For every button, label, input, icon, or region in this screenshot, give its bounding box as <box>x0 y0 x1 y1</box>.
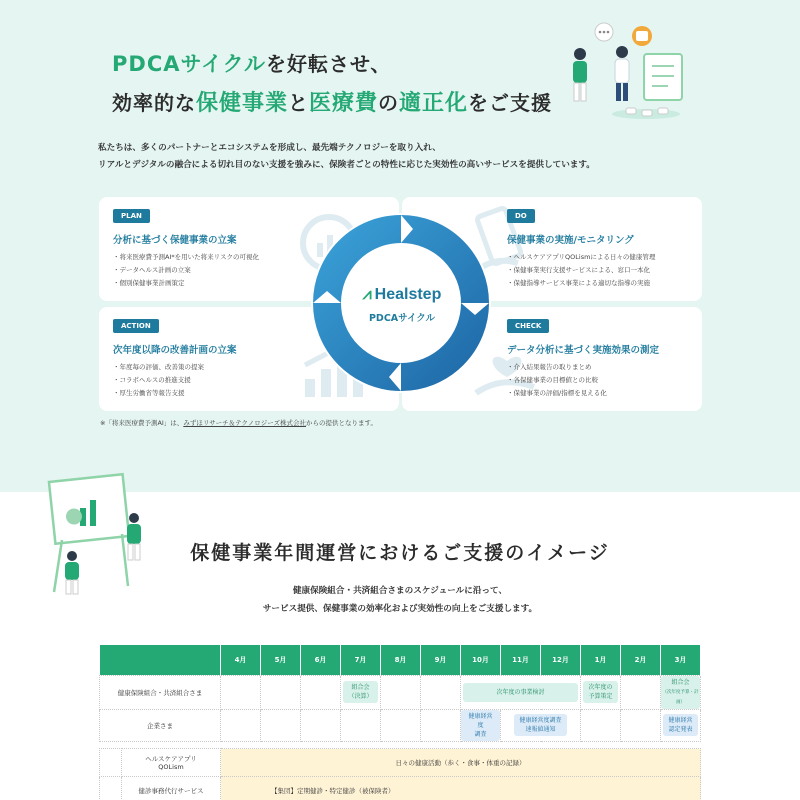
table-cell <box>341 675 381 709</box>
table-cell <box>621 709 661 741</box>
presentation-illustration <box>42 468 162 598</box>
event-pill <box>514 714 566 736</box>
headline-line-1 <box>112 48 552 78</box>
event-text: 認定発表 <box>668 726 693 733</box>
event-pill <box>343 681 377 703</box>
table-cell <box>581 675 621 709</box>
section-title: 保健事業年間運営におけるご支援のイメージ <box>190 542 610 564</box>
list-item: ・ 保健事業実行支援サービスによる、窓口一本化 <box>507 264 655 277</box>
section-desc-line-2: サービス提供、保健事業の効率化および実効性の向上をご支援します。 <box>262 604 538 614</box>
healstep-mark-icon: ⩘ <box>362 286 372 303</box>
row-label <box>122 749 221 777</box>
event-text: 組合会 <box>671 678 690 686</box>
healstep-logo <box>348 286 456 304</box>
headline-word: 保健事業 <box>196 91 289 116</box>
list-item: ・ 年度毎の評価、改善策の提案 <box>113 361 204 374</box>
mizuho-link[interactable]: みずほリサーチ＆テクノロジーズ株式会社 <box>183 419 306 427</box>
headline-line1-rest: を好転させ、 <box>265 52 392 76</box>
do-title: 保健事業の実施/モニタリング <box>507 235 634 246</box>
table-cell <box>501 709 581 741</box>
action-title: 次年度以降の改善計画の立案 <box>113 345 237 356</box>
headline-word: の <box>378 91 400 115</box>
event-pill: 次年度の事業検討 <box>463 683 578 702</box>
event-pill <box>583 681 617 703</box>
list-item: ・ 厚生労働省等報告支援 <box>113 387 204 400</box>
table-cell <box>461 709 501 741</box>
check-list <box>507 361 607 400</box>
month-header: 9月 <box>421 645 461 675</box>
healstep-logo-text: Healstep <box>374 286 442 303</box>
list-item: ・ ヘルスケアアプリQOLismによる日々の健康管理 <box>507 251 655 264</box>
list-item: ・ 将来医療費予測AI*を用いた将来リスクの可視化 <box>113 251 259 264</box>
event-text: （次年度予算・計画） <box>662 689 699 705</box>
plan-title: 分析に基づく保健事業の立案 <box>113 235 237 246</box>
headline <box>112 48 552 117</box>
row-label-text: ヘルスケアアプリ <box>145 755 197 763</box>
month-header: 6月 <box>301 645 341 675</box>
list-item: ・ コラボヘルスの推進支援 <box>113 374 204 387</box>
table-cell <box>100 777 122 800</box>
event-text: 次年度の <box>588 684 613 691</box>
row-label: 健診事務代行サービス <box>122 777 221 800</box>
event-pill <box>661 676 700 709</box>
table-row <box>100 777 701 800</box>
action-list <box>113 361 204 400</box>
headline-word: 医療費 <box>309 91 379 116</box>
table-row <box>100 675 701 709</box>
list-item: ・ 個別保健事業計画策定 <box>113 277 259 290</box>
section-description <box>0 582 800 618</box>
intro-text <box>98 140 718 174</box>
row-label: 健康保険組合・共済組合さま <box>100 675 221 709</box>
event-pill <box>461 710 500 741</box>
table-cell <box>661 675 701 709</box>
list-item: ・ データヘルス計画の立案 <box>113 264 259 277</box>
intro-line-1: 私たちは、多くのパートナーとエコシステムを形成し、最先端テクノロジーを取り入れ、 <box>98 143 441 153</box>
month-header-row <box>100 645 701 675</box>
table-cell <box>421 709 461 741</box>
table-cell <box>261 675 301 709</box>
month-header: 10月 <box>461 645 501 675</box>
headline-word: をご支援 <box>468 91 553 115</box>
do-list <box>507 251 655 290</box>
table-cell <box>661 709 701 741</box>
month-header: 11月 <box>501 645 541 675</box>
row-label-text: QOLism <box>158 763 184 771</box>
headline-word: 効率的な <box>112 91 196 115</box>
table-cell <box>341 709 381 741</box>
table-cell <box>221 709 261 741</box>
event-text: 速報値通知 <box>525 726 556 733</box>
event-text: 組合会 <box>351 684 370 691</box>
headline-word: と <box>288 91 310 115</box>
check-title: データ分析に基づく実施効果の測定 <box>507 345 660 356</box>
month-header: 2月 <box>621 645 661 675</box>
month-header: 1月 <box>581 645 621 675</box>
checkup-bar: 【集団】定期健診・特定健診（被保険者） <box>221 777 701 800</box>
healstep-logo-area <box>348 286 456 324</box>
month-header: 3月 <box>661 645 701 675</box>
table-cell <box>581 709 621 741</box>
event-text: 健康経営度 <box>468 712 493 729</box>
action-tag: ACTION <box>113 319 159 333</box>
event-text: （決算） <box>348 693 373 700</box>
table-cell <box>301 675 341 709</box>
intro-line-2: リアルとデジタルの融合による切れ目のない支援を強みに、保険者ごとの特性に応じた実効性の高いサービスを提供しています。 <box>98 160 595 170</box>
table-cell <box>301 709 341 741</box>
table-cell <box>461 675 581 709</box>
headline-pdca: PDCAサイクル <box>112 52 266 76</box>
service-schedule-table <box>99 748 701 800</box>
table-row <box>100 749 701 777</box>
headline-word: 適正化 <box>399 91 469 116</box>
header-corner <box>100 645 221 675</box>
event-text: 健康経営度調査 <box>519 717 562 724</box>
event-text: 予算策定 <box>588 693 613 700</box>
event-pill <box>663 714 697 736</box>
check-tag: CHECK <box>507 319 549 333</box>
table-row <box>100 709 701 741</box>
qolism-activity-bar: 日々の健康活動（歩く・食事・体重の記録） <box>221 749 701 777</box>
list-item: ・ 保健事業の評価/指標を見える化 <box>507 387 607 400</box>
list-item: ・ 保健指導サービス事業による適切な指導の実施 <box>507 277 655 290</box>
month-header: 5月 <box>261 645 301 675</box>
footnote <box>100 418 377 427</box>
consultation-illustration <box>556 14 706 124</box>
schedule-table <box>99 645 701 742</box>
month-header: 12月 <box>541 645 581 675</box>
table-cell <box>421 675 461 709</box>
section-desc-line-1: 健康保険組合・共済組合さまのスケジュールに沿って、 <box>292 586 508 596</box>
table-cell <box>621 675 661 709</box>
table-cell <box>381 709 421 741</box>
list-item: ・ 各保健事業の目標値との比較 <box>507 374 607 387</box>
table-cell <box>261 709 301 741</box>
footnote-post: からの提供となります。 <box>305 419 377 427</box>
month-header: 7月 <box>341 645 381 675</box>
table-cell <box>381 675 421 709</box>
plan-tag: PLAN <box>113 209 150 223</box>
table-cell <box>100 749 122 777</box>
event-text: 調査 <box>474 730 487 738</box>
month-header: 4月 <box>221 645 261 675</box>
row-label: 企業さま <box>100 709 221 741</box>
cycle-label: PDCAサイクル <box>368 313 436 324</box>
event-text: 健康経営 <box>668 717 693 724</box>
plan-list <box>113 251 259 290</box>
list-item: ・ 介入結果報告の取りまとめ <box>507 361 607 374</box>
month-header: 8月 <box>381 645 421 675</box>
do-tag: DO <box>507 209 535 223</box>
table-cell <box>221 675 261 709</box>
headline-line-2 <box>112 86 552 117</box>
footnote-pre: ※「将来医療費予測AI」は、 <box>100 419 184 427</box>
